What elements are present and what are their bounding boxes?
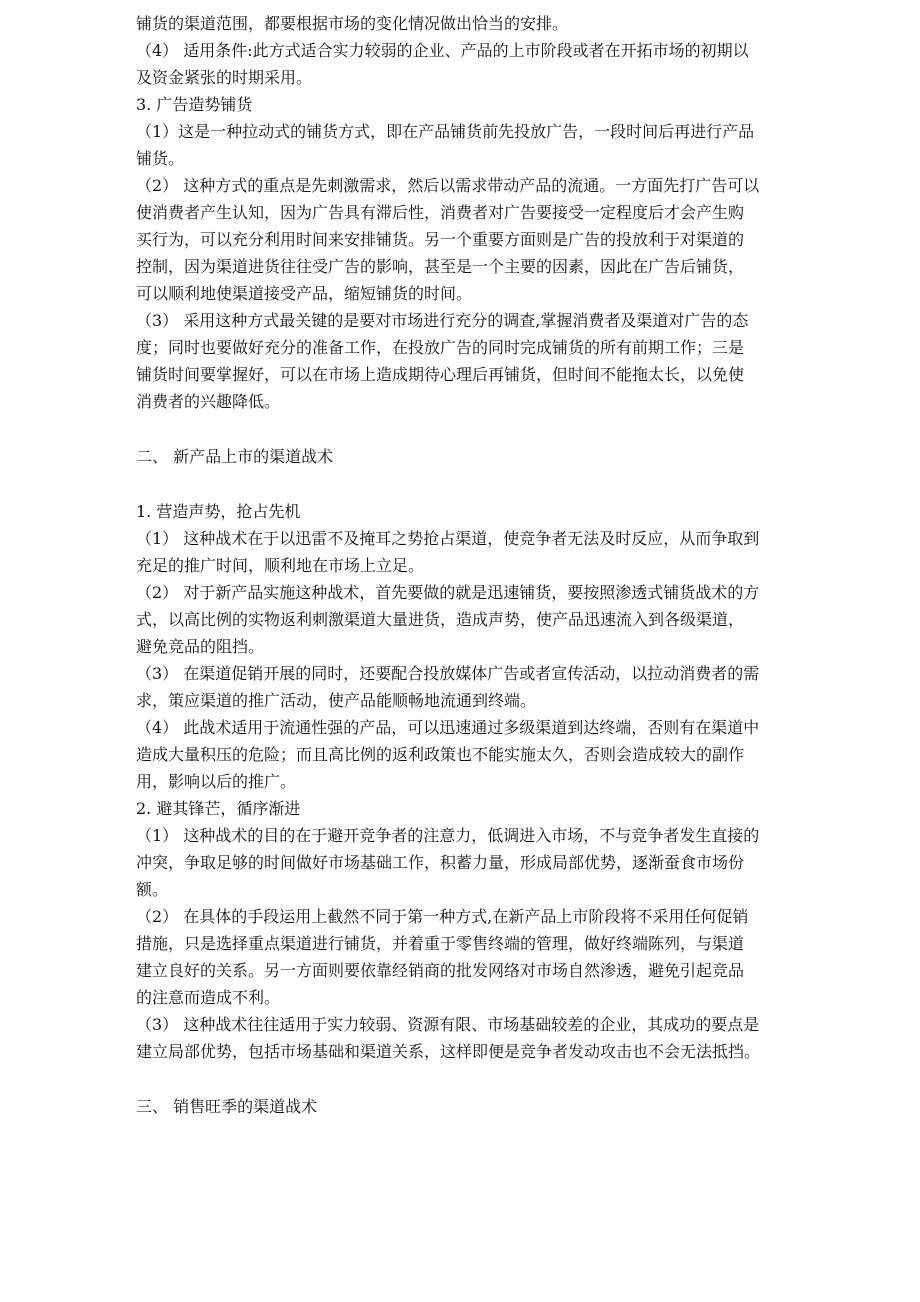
text-line: 造成大量积压的危险；而且高比例的返利政策也不能实施太久，否则会造成较大的副作 [136,745,745,764]
text-line: （2） 对于新产品实施这种战术，首先要做的就是迅速铺货，要按照渗透式铺货战术的方 [136,583,760,602]
text-line: 求，策应渠道的推广活动，使产品能顺畅地流通到终端。 [136,691,537,710]
text-line: 消费者的兴趣降低。 [136,392,281,411]
text-line: 度；同时也要做好充分的准备工作，在投放广告的同时完成铺货的所有前期工作；三是 [136,338,745,357]
chapter-heading: 二、 新产品上市的渠道战术 [136,447,334,466]
text-line: （1） 这种战术的目的在于避开竞争者的注意力，低调进入市场，不与竞争者发生直接的 [136,826,760,845]
blank-line [136,470,854,498]
text-line: （3） 这种战术往往适用于实力较弱、资源有限、市场基础较差的企业，其成功的要点是 [136,1015,760,1034]
text-line: 建立良好的关系。另一方面则要依靠经销商的批发网络对市场自然渗透，避免引起竞品 [136,961,745,980]
text-line: （4） 适用条件:此方式适合实力较弱的企业、产品的上市阶段或者在开拓市场的初期以 [136,41,749,60]
text-line: 冲突，争取足够的时间做好市场基础工作，积蓄力量，形成局部优势，逐渐蚕食市场份 [136,853,745,872]
text-line: （1）这是一种拉动式的铺货方式，即在产品铺货前先投放广告，一段时间后再进行产品 [136,122,755,141]
text-line: （1） 这种战术在于以迅雷不及掩耳之势抢占渠道，使竞争者无法及时反应，从而争取到 [136,529,760,548]
text-line: 额。 [136,880,169,899]
text-line: 使消费者产生认知，因为广告具有滞后性，消费者对广告要接受一定程度后才会产生购 [136,203,745,222]
text-line: 及资金紧张的时期采用。 [136,68,313,87]
text-line: 措施，只是选择重点渠道进行铺货，并着重于零售终端的管理，做好终端陈列，与渠道 [136,934,745,953]
text-line: 买行为，可以充分利用时间来安排铺货。另一个重要方面则是广告的投放利于对渠道的 [136,230,745,249]
text-line: 建立局部优势，包括市场基础和渠道关系，这样即便是竞争者发动攻击也不会无法抵挡。 [136,1042,761,1061]
text-line: 铺货的渠道范围，都要根据市场的变化情况做出恰当的安排。 [136,14,569,33]
text-line: （3） 在渠道促销开展的同时，还要配合投放媒体广告或者宣传活动，以拉动消费者的需 [136,664,760,683]
blank-line [136,1065,854,1093]
text-line: （4） 此战术适用于流通性强的产品，可以迅速通过多级渠道到达终端，否则有在渠道中 [136,718,760,737]
text-line: 铺货时间要掌握好，可以在市场上造成期待心理后再铺货，但时间不能拖太长，以免使 [136,365,745,384]
text-line: （2） 在具体的手段运用上截然不同于第一种方式,在新产品上市阶段将不采用任何促销 [136,907,749,926]
document-body [136,10,854,1120]
section-heading: 3. 广告造势铺货 [136,95,253,114]
text-line: 式，以高比例的实物返利刺激渠道大量进货，造成声势，使产品迅速流入到各级渠道， [136,610,745,629]
section-heading: 2. 避其锋芒，循序渐进 [136,799,301,818]
text-line: 铺货。 [136,149,185,168]
section-heading: 1. 营造声势，抢占先机 [136,502,301,521]
text-line: 可以顺利地使渠道接受产品，缩短铺货的时间。 [136,284,473,303]
text-line: （2） 这种方式的重点是先刺激需求，然后以需求带动产品的流通。一方面先打广告可以 [136,176,760,195]
text-line: 避免竞品的阻挡。 [136,637,265,656]
text-line: 充足的推广时间，顺利地在市场上立足。 [136,556,425,575]
text-line: （3） 采用这种方式最关键的是要对市场进行充分的调查,掌握消费者及渠道对广告的态 [136,311,749,330]
text-line: 控制，因为渠道进货往往受广告的影响，甚至是一个主要的因素，因此在广告后铺货， [136,257,745,276]
blank-line [136,415,854,443]
text-line: 用，影响以后的推广。 [136,772,297,791]
text-line: 的注意而造成不利。 [136,988,281,1007]
chapter-heading: 三、 销售旺季的渠道战术 [136,1097,318,1116]
